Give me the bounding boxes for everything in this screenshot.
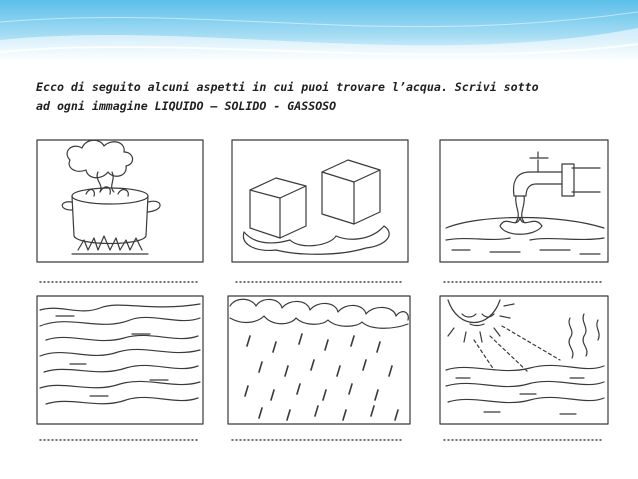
sea-waves-icon bbox=[40, 304, 200, 404]
sun-evaporation-icon bbox=[446, 300, 604, 414]
panel-tap bbox=[440, 140, 608, 282]
panel-ice-cubes bbox=[232, 140, 408, 282]
running-tap-icon bbox=[446, 152, 604, 254]
panel-rain bbox=[228, 296, 410, 440]
instruction-line-1: Ecco di seguito alcuni aspetti in cui puoi trovare l’acqua. Scrivi sotto bbox=[36, 80, 539, 94]
boiling-pot-steam-icon bbox=[62, 140, 160, 254]
instruction-line-2: ad ogni immagine LIQUIDO – SOLIDO - GASSOSO bbox=[36, 99, 337, 113]
panel-sea bbox=[37, 296, 203, 440]
panel-sun-evaporation bbox=[440, 296, 608, 440]
rain-clouds-icon bbox=[230, 299, 408, 328]
raindrops bbox=[245, 334, 398, 420]
panel-boiling-pot bbox=[37, 140, 203, 282]
melting-ice-cubes-icon bbox=[243, 160, 389, 254]
